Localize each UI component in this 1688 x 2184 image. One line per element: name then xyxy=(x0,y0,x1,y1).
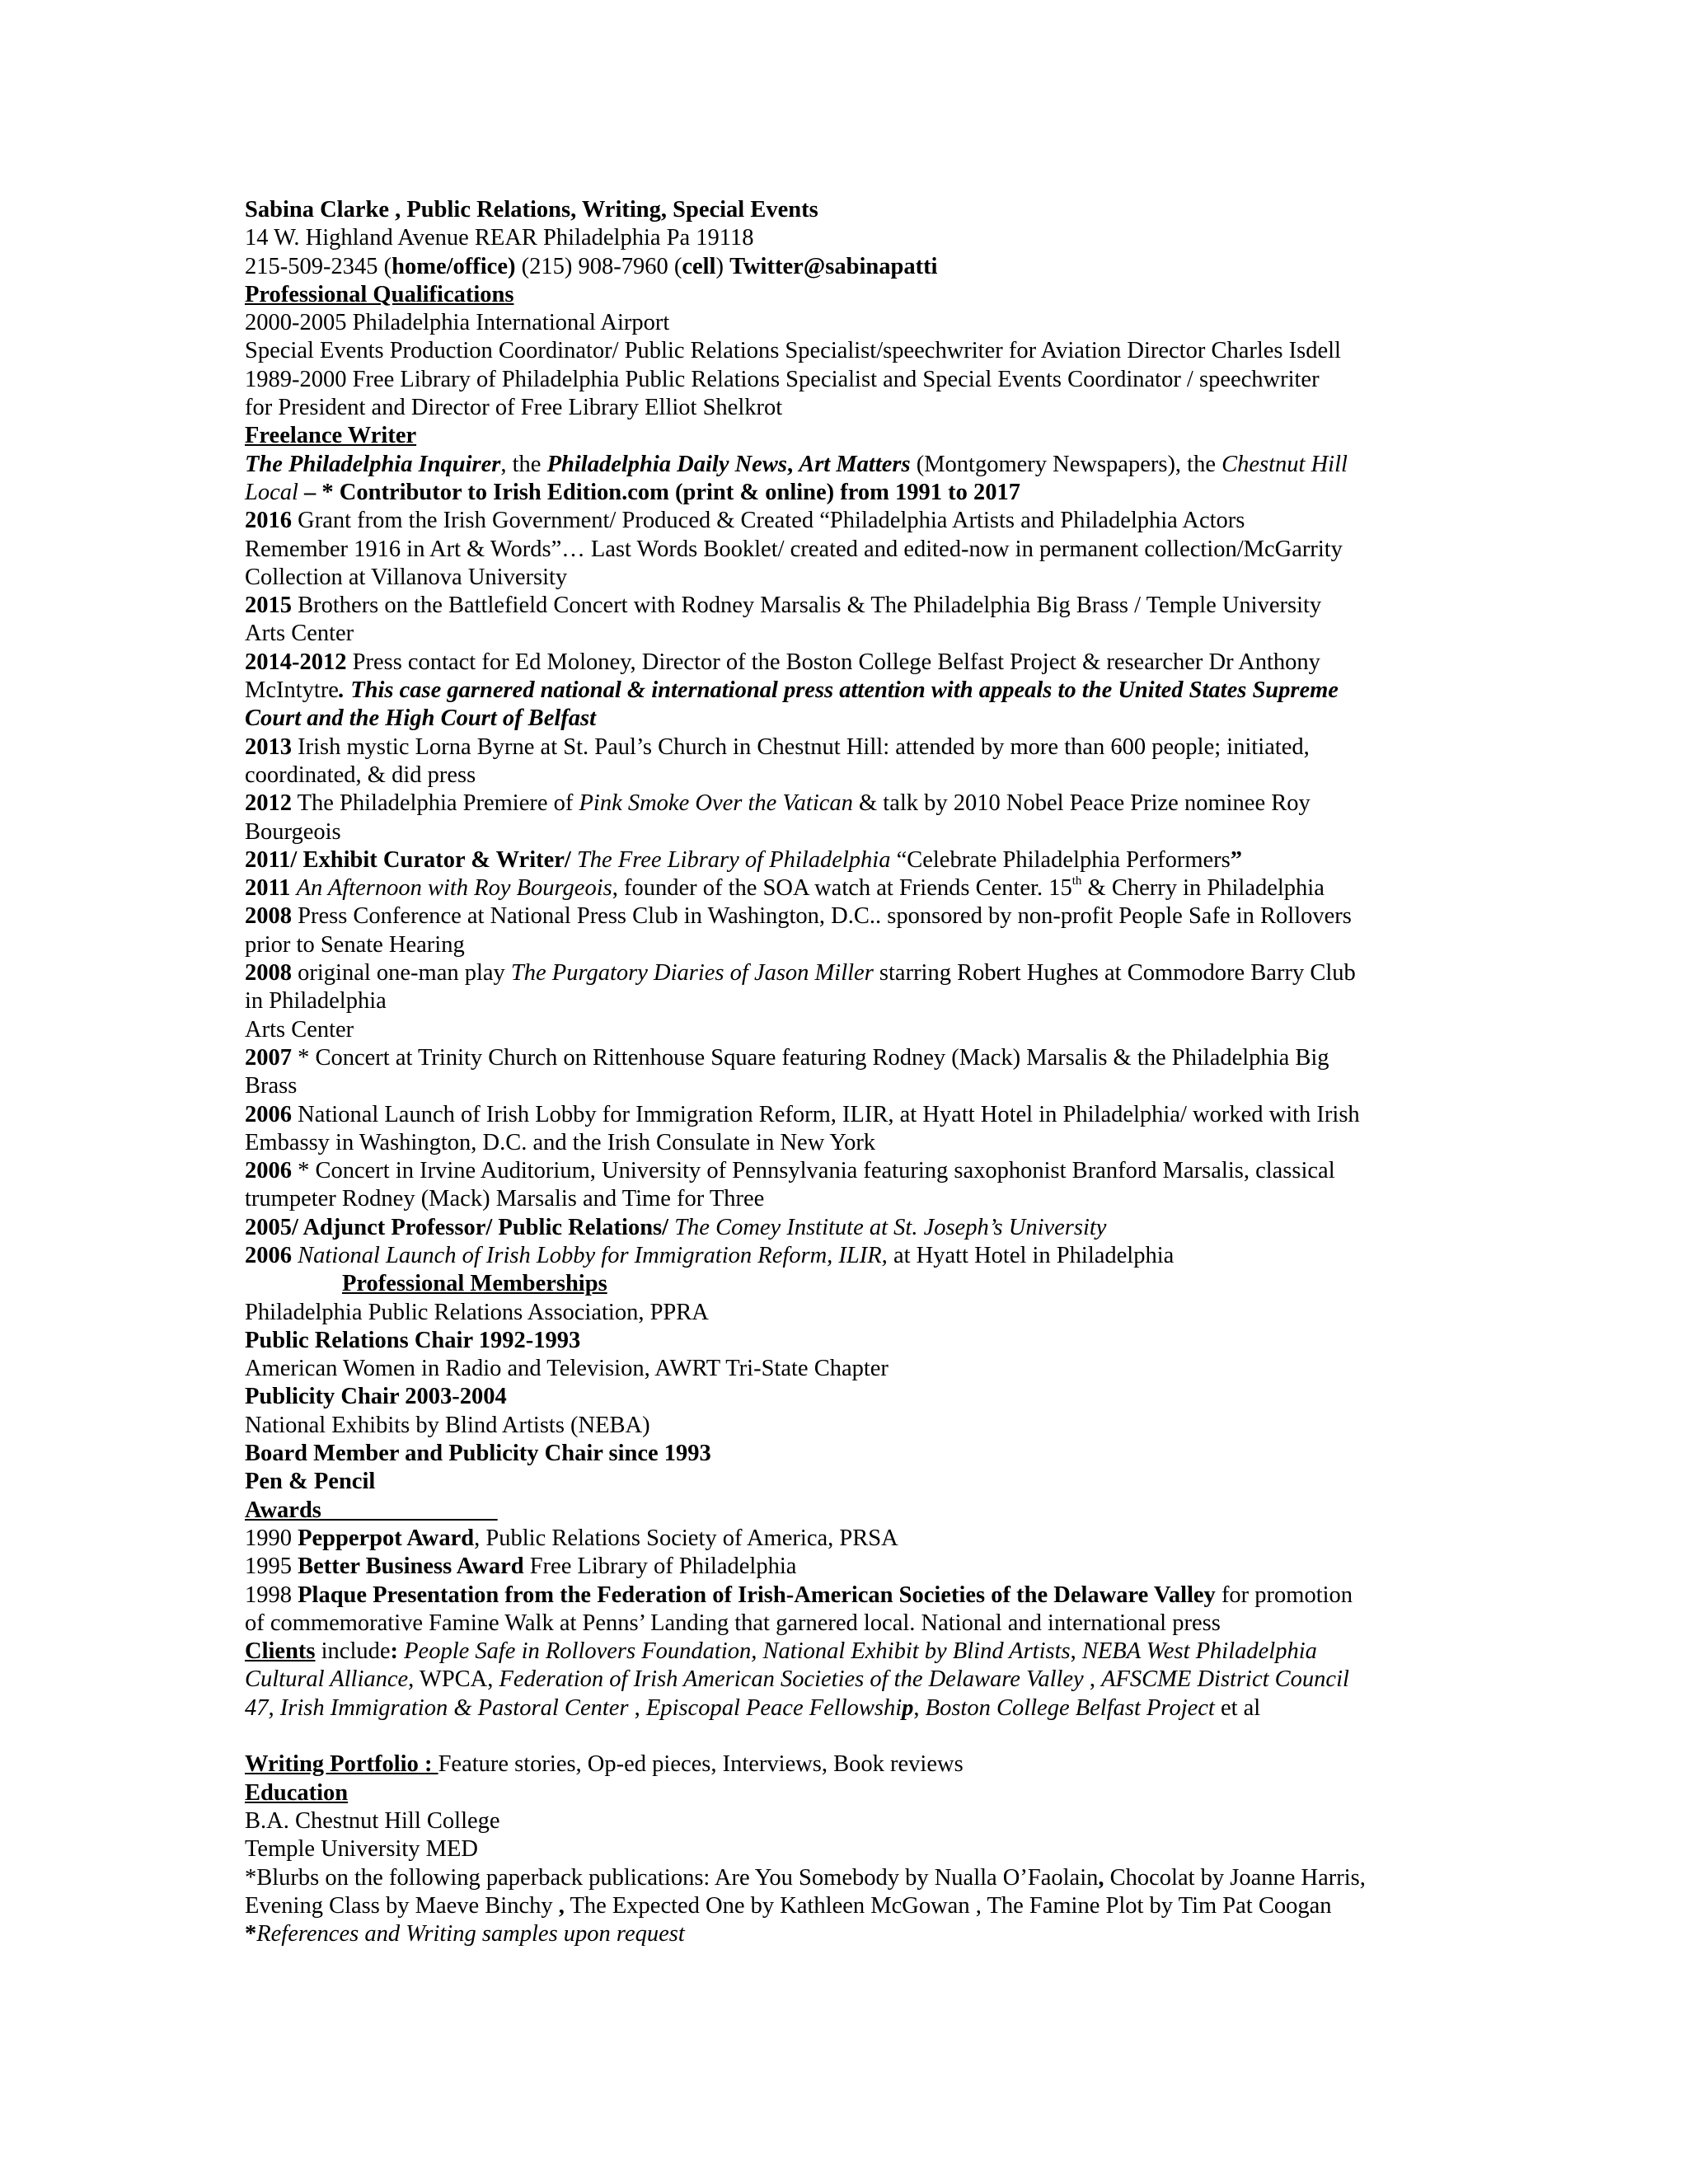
text-segment: 2014-2012 xyxy=(245,649,347,675)
text-segment: trumpeter Rodney (Mack) Marsalis and Time for Three xyxy=(245,1186,765,1212)
text-segment: Writing Portfolio : xyxy=(245,1751,438,1778)
text-segment: * Concert at Trinity Church on Rittenhouse Square featuring Rodney (Mack) Marsalis & the Philadelphia Big xyxy=(292,1044,1329,1071)
qualification-line xyxy=(245,394,1448,422)
text-segment: 2000-2005 Philadelphia International Airport xyxy=(245,310,670,336)
text-segment: prior to Senate Hearing xyxy=(245,931,465,958)
text-segment: th xyxy=(1071,874,1082,888)
text-segment: An Afternoon with Roy Bourgeois xyxy=(296,875,612,902)
text-segment: . This case garnered national & international press attention with appeals to the United States Supreme xyxy=(338,677,1339,704)
header-phone-line xyxy=(245,253,1448,281)
header-name-line xyxy=(245,196,1448,224)
text-segment: “Celebrate Philadelphia Performers xyxy=(890,846,1231,873)
text-segment: p xyxy=(902,1694,914,1721)
text-segment: 2006 xyxy=(245,1158,292,1184)
text-segment: of commemorative Famine Walk at Penns’ Landing that garnered local. National and international press xyxy=(245,1610,1221,1636)
text-segment: : xyxy=(390,1638,399,1665)
text-segment: Chocolat by Joanne Harris, xyxy=(1104,1864,1366,1891)
text-segment: 1998 xyxy=(245,1582,298,1608)
text-segment: Remember 1916 in Art & Words”… Last Words Booklet/ created and edited-now in permanent collection/McGarrity xyxy=(245,536,1343,562)
text-segment: 215-509-2345 ( xyxy=(245,253,392,279)
qualification-line xyxy=(245,337,1448,365)
text-segment: *Blurbs on the following paperback publications: Are You Somebody by Nualla O’Faolain xyxy=(245,1864,1099,1891)
header-address-line xyxy=(245,224,1448,252)
text-segment: The Free Library of Philadelphia xyxy=(576,846,891,873)
text-segment: Pink Smoke Over the Vatican xyxy=(579,790,853,817)
text-segment: ) xyxy=(715,253,730,279)
entry-line xyxy=(245,564,1448,592)
text-segment: Press Conference at National Press Club in Washington, D.C.. sponsored by non-profit People Safe in Rollovers xyxy=(292,903,1352,930)
text-segment: home/office) xyxy=(392,253,516,279)
clients-line xyxy=(245,1694,1448,1722)
text-segment: Public Relations Chair 1992-1993 xyxy=(245,1327,581,1353)
text-segment: , xyxy=(913,1694,926,1721)
text-segment: People Safe in Rollovers Foundation, National Exhibit by Blind Artists xyxy=(404,1638,1071,1665)
text-segment: 2015 xyxy=(245,593,292,619)
text-segment: 2005/ Adjunct Professor/ Public Relations/ xyxy=(245,1214,669,1240)
text-segment: AFSCME District Council xyxy=(1101,1666,1349,1693)
text-segment: Philadelphia Daily News xyxy=(546,451,787,477)
award-line xyxy=(245,1610,1448,1638)
text-segment: in Philadelphia xyxy=(245,988,387,1015)
text-segment: The Comey Institute at St. Joseph’s University xyxy=(674,1214,1107,1240)
clients-line xyxy=(245,1638,1448,1666)
text-segment: National Launch of Irish Lobby for Immigration Reform, ILIR, at Hyatt Hotel in Philadelphia/ worked with Irish xyxy=(292,1101,1360,1127)
text-segment: Embassy in Washington, D.C. and the Irish Consulate in New York xyxy=(245,1129,876,1155)
section-professional-memberships xyxy=(245,1270,1448,1298)
text-segment: Evening Class by Maeve Binchy xyxy=(245,1892,559,1919)
text-segment: McIntytre xyxy=(245,677,339,704)
membership-line xyxy=(245,1468,1448,1496)
text-segment: Art Matters xyxy=(799,451,911,477)
text-segment: Education xyxy=(245,1779,349,1806)
text-segment: 2013 xyxy=(245,733,292,760)
text-segment: References and Writing samples upon request xyxy=(256,1921,685,1947)
text-segment: & talk by 2010 Nobel Peace Prize nominee Roy xyxy=(852,790,1311,817)
text-segment: Brass xyxy=(245,1073,298,1099)
award-line xyxy=(245,1553,1448,1581)
text-segment: * xyxy=(245,1921,257,1947)
entry-line xyxy=(245,762,1448,790)
membership-line xyxy=(245,1355,1448,1383)
entry-line xyxy=(245,1157,1448,1185)
entry-line xyxy=(245,733,1448,762)
text-segment: , Public Relations Society of America, PRSA xyxy=(474,1525,898,1551)
education-line xyxy=(245,1807,1448,1835)
entry-line xyxy=(245,959,1448,987)
entry-line xyxy=(245,902,1448,930)
text-segment: at Hyatt Hotel in Philadelphia xyxy=(887,1242,1175,1268)
text-segment: Professional Memberships xyxy=(342,1271,607,1297)
entry-line xyxy=(245,874,1448,902)
text-segment: ” xyxy=(1230,846,1243,873)
award-line xyxy=(245,1525,1448,1553)
text-segment: Episcopal Peace Fellowshi xyxy=(645,1694,903,1721)
text-segment: (Montgomery Newspapers), the xyxy=(910,451,1222,477)
text-segment: Freelance Writer xyxy=(245,423,417,449)
text-segment: Cultural Alliance, xyxy=(245,1666,415,1693)
text-segment: Temple University MED xyxy=(245,1836,478,1863)
text-segment: 2006 xyxy=(245,1101,292,1127)
freelance-line xyxy=(245,451,1448,479)
text-segment: Collection at Villanova University xyxy=(245,564,568,590)
clients-line xyxy=(245,1666,1448,1694)
text-segment: , founder of the SOA watch at Friends Center. 15 xyxy=(612,875,1072,902)
text-segment: Boston College Belfast Project xyxy=(925,1694,1215,1721)
membership-line xyxy=(245,1440,1448,1468)
text-segment: Plaque Presentation from the Federation of Irish-American Societies of the Delaware Valley xyxy=(298,1582,1216,1608)
entry-line xyxy=(245,649,1448,677)
text-segment: Arts Center xyxy=(245,1016,354,1043)
text-segment: , xyxy=(1083,1666,1102,1693)
section-education xyxy=(245,1779,1448,1807)
entry-line xyxy=(245,1242,1448,1270)
text-segment: & Cherry in Philadelphia xyxy=(1081,875,1325,902)
text-segment: , xyxy=(786,451,799,477)
text-segment: Sabina Clarke , Public Relations, Writing, Special Events xyxy=(245,197,818,223)
text-segment: 2008 xyxy=(245,960,292,987)
text-segment: Pen & Pencil xyxy=(245,1469,376,1495)
text-segment: , the xyxy=(500,451,547,477)
membership-line xyxy=(245,1412,1448,1440)
text-segment: Chestnut Hill xyxy=(1221,451,1348,477)
text-segment: 1990 xyxy=(245,1525,298,1551)
text-segment: Court and the High Court of Belfast xyxy=(245,705,597,732)
text-segment: The Philadelphia Premiere of xyxy=(292,790,579,817)
text-segment: – * Contributor to Irish Edition.com (print & online) from 1991 to 2017 xyxy=(298,479,1021,505)
entry-line xyxy=(245,592,1448,620)
membership-line xyxy=(245,1383,1448,1411)
text-segment: (215) 908-7960 ( xyxy=(515,253,682,279)
text-segment: 2011/ Exhibit Curator & Writer/ xyxy=(245,846,571,873)
text-segment: Twitter@sabinapatti xyxy=(729,253,938,279)
text-segment: 2016 xyxy=(245,508,292,534)
text-segment: Irish mystic Lorna Byrne at St. Paul’s Church in Chestnut Hill: attended by more than 600 people; initiated, xyxy=(292,733,1310,760)
text-segment: 14 W. Highland Avenue REAR Philadelphia Pa 19118 xyxy=(245,225,754,251)
text-segment: coordinated, & did press xyxy=(245,762,476,788)
text-segment: , xyxy=(628,1694,646,1721)
text-segment: et al xyxy=(1214,1694,1261,1721)
section-professional-qualifications xyxy=(245,281,1448,309)
writing-portfolio-line xyxy=(245,1750,1448,1779)
text-segment: Press contact for Ed Moloney, Director of the Boston College Belfast Project & researcher Dr Anthony xyxy=(346,649,1320,675)
text-segment: Professional Qualifications xyxy=(245,281,514,307)
text-segment: The Purgatory Diaries of Jason Miller xyxy=(510,960,874,987)
references-line xyxy=(245,1920,1448,1948)
entry-line xyxy=(245,1044,1448,1072)
entry-line xyxy=(245,931,1448,959)
text-segment: 2007 xyxy=(245,1044,292,1071)
text-segment: Publicity Chair 2003-2004 xyxy=(245,1384,507,1410)
entry-line xyxy=(245,987,1448,1015)
education-line xyxy=(245,1835,1448,1863)
text-segment: , xyxy=(558,1892,565,1919)
entry-line xyxy=(245,620,1448,648)
text-segment: Special Events Production Coordinator/ Public Relations Specialist/speechwriter for Aviation Director Charles Isdell xyxy=(245,338,1341,364)
text-segment: original one-man play xyxy=(292,960,511,987)
text-segment: 1989-2000 Free Library of Philadelphia Public Relations Specialist and Special Events Coordinator / speechwriter xyxy=(245,366,1320,392)
text-segment: NEBA West Philadelphia xyxy=(1081,1638,1317,1665)
resume-body xyxy=(245,196,1448,1948)
entry-line xyxy=(245,1016,1448,1044)
text-segment: cell xyxy=(682,253,716,279)
text-segment: The Philadelphia Inquirer xyxy=(245,451,501,477)
entry-line xyxy=(245,1101,1448,1129)
text-segment: Philadelphia Public Relations Association, PPRA xyxy=(245,1299,709,1325)
text-segment: starring Robert Hughes at Commodore Barry Club xyxy=(873,960,1356,987)
text-segment: for President and Director of Free Library Elliot Shelkrot xyxy=(245,395,783,421)
text-segment: Feature stories, Op-ed pieces, Interviews, Book reviews xyxy=(438,1751,964,1778)
text-segment: Pepperpot Award xyxy=(298,1525,475,1551)
text-segment: The Expected One by Kathleen McGowan , The Famine Plot by Tim Pat Coogan xyxy=(564,1892,1332,1919)
text-segment: Arts Center xyxy=(245,621,354,647)
entry-line xyxy=(245,1185,1448,1213)
text-segment: 2008 xyxy=(245,903,292,930)
blurbs-line xyxy=(245,1864,1448,1892)
entry-line xyxy=(245,705,1448,733)
text-segment: , xyxy=(1098,1864,1104,1891)
blank-line xyxy=(245,1722,1448,1750)
text-segment: for promotion xyxy=(1215,1582,1353,1608)
text-segment: Local xyxy=(245,479,298,505)
award-line xyxy=(245,1582,1448,1610)
text-segment: Board Member and Publicity Chair since 1993 xyxy=(245,1441,711,1467)
text-segment: B.A. Chestnut Hill College xyxy=(245,1807,500,1834)
text-segment: * Concert in Irvine Auditorium, University of Pennsylvania featuring saxophonist Branford Marsalis, classical xyxy=(292,1158,1335,1184)
text-segment: , xyxy=(1070,1638,1082,1665)
section-awards xyxy=(245,1497,1448,1525)
text-segment: Grant from the Irish Government/ Produced & Created “Philadelphia Artists and Philadelphia Actors xyxy=(292,508,1245,534)
entry-line xyxy=(245,1072,1448,1100)
text-segment: include xyxy=(315,1638,391,1665)
text-segment: Better Business Award xyxy=(298,1554,524,1580)
text-segment: 2006 xyxy=(245,1242,292,1268)
membership-line xyxy=(245,1327,1448,1355)
text-segment: Free Library of Philadelphia xyxy=(523,1554,797,1580)
text-segment xyxy=(290,875,296,901)
text-segment: National Launch of Irish Lobby for Immigration Reform, ILIR, xyxy=(298,1242,888,1268)
qualification-line xyxy=(245,309,1448,337)
text-segment: 1995 xyxy=(245,1554,298,1580)
text-segment: Bourgeois xyxy=(245,818,341,845)
entry-line xyxy=(245,507,1448,535)
qualification-line xyxy=(245,366,1448,394)
text-segment: National Exhibits by Blind Artists (NEBA) xyxy=(245,1412,650,1438)
membership-line xyxy=(245,1299,1448,1327)
entry-line xyxy=(245,818,1448,846)
text-segment: Clients xyxy=(245,1638,316,1665)
text-segment: WPCA, xyxy=(414,1666,499,1693)
text-segment: 2012 xyxy=(245,790,292,817)
text-segment: Brothers on the Battlefield Concert with Rodney Marsalis & The Philadelphia Big Brass / Temple University xyxy=(292,593,1322,619)
entry-line xyxy=(245,846,1448,874)
text-segment xyxy=(571,847,577,873)
text-segment: Awards xyxy=(245,1497,498,1523)
blurbs-line xyxy=(245,1892,1448,1920)
entry-line xyxy=(245,1214,1448,1242)
entry-line xyxy=(245,790,1448,818)
entry-line xyxy=(245,677,1448,705)
entry-line xyxy=(245,1129,1448,1157)
freelance-line xyxy=(245,479,1448,507)
text-segment: Federation of Irish American Societies of the Delaware Valley xyxy=(499,1666,1084,1693)
text-segment: 2011 xyxy=(245,875,291,902)
text-segment: 47, Irish Immigration & Pastoral Center xyxy=(245,1694,629,1721)
section-freelance-writer xyxy=(245,422,1448,450)
entry-line xyxy=(245,536,1448,564)
text-segment: American Women in Radio and Television, AWRT Tri-State Chapter xyxy=(245,1356,889,1382)
